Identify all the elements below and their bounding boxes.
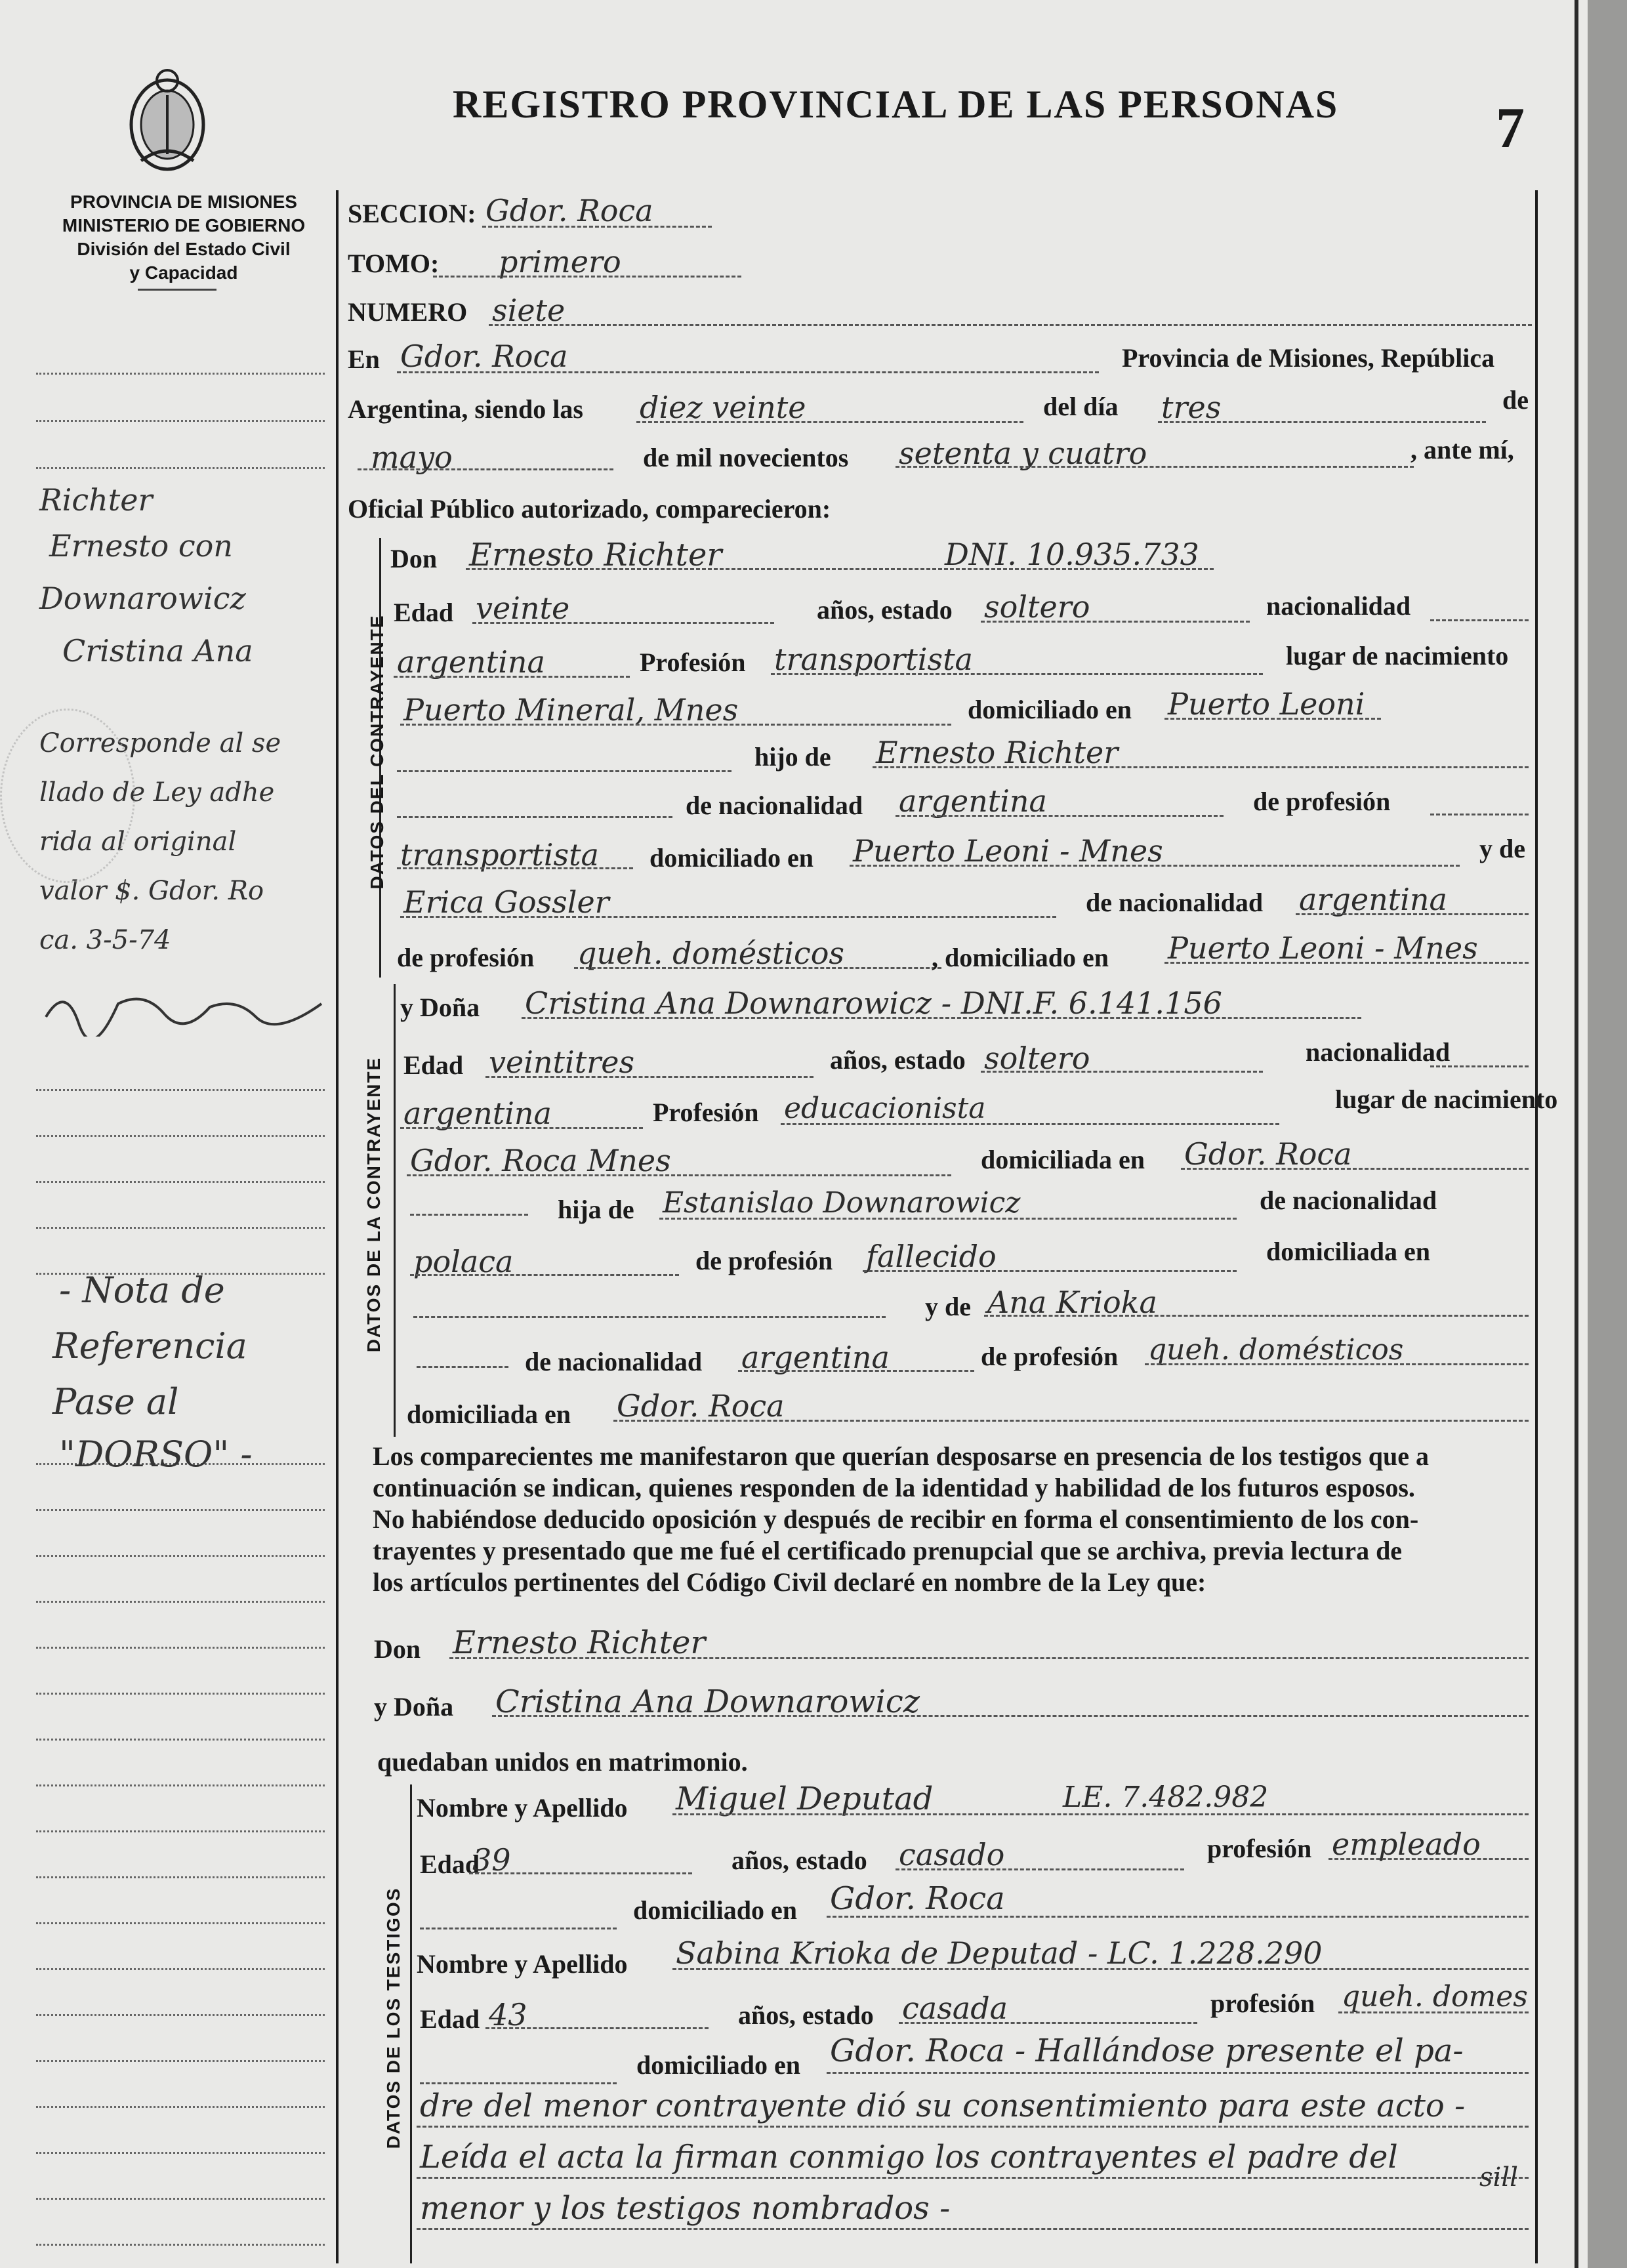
margin-signature <box>39 978 328 1037</box>
province-line-3: División del Estado Civil <box>77 239 291 259</box>
numero-rule <box>489 324 1532 326</box>
decl-dona-label: y Doña <box>374 1692 454 1722</box>
contrayente-side-label: DATOS DEL CONTRAYENTE <box>367 614 387 890</box>
margin-line <box>36 1693 325 1695</box>
madre2-rule <box>984 1315 1529 1317</box>
madre2-nac-rule <box>738 1370 974 1372</box>
contrayente-domicilio: Puerto Leoni <box>1168 686 1365 722</box>
contrayenta-profesion: educacionista <box>784 1092 986 1125</box>
t1-estado-label: años, estado <box>731 1845 867 1875</box>
madre2-dom-label: domiciliada en <box>407 1399 571 1429</box>
y-de-label: y de <box>1479 834 1525 863</box>
margin-line <box>36 2152 325 2154</box>
profesion-rule <box>771 673 1263 675</box>
note-rule-1 <box>417 2126 1529 2128</box>
contrayenta-side-label: DATOS DE LA CONTRAYENTE <box>363 1056 384 1353</box>
t2-estado: casada <box>902 1990 1008 2026</box>
seccion-value: Gdor. Roca <box>485 193 653 228</box>
t2-dom-pre-rule <box>420 2082 617 2084</box>
nacionalidad2-rule <box>1430 1065 1529 1067</box>
stamp-impression <box>0 709 135 883</box>
lugar-rule <box>400 724 951 726</box>
provincia-text: Provincia de Misiones, República <box>1122 343 1495 373</box>
decl-don-rule <box>449 1657 1529 1659</box>
main-column-divider <box>336 190 339 2263</box>
numero-value: siete <box>492 293 566 328</box>
note-rule-3 <box>417 2228 1529 2230</box>
header-underline <box>138 289 216 291</box>
profesion2-label: Profesión <box>653 1098 759 1127</box>
contrayenta-block-rule <box>394 984 396 1437</box>
numero-label: NUMERO <box>348 297 468 327</box>
declaration-line-4: trayentes y presentado que me fué el certificado prenupcial que se archiva, previa lectura de <box>373 1536 1403 1565</box>
padre-nac-rule <box>896 815 1224 817</box>
t1-label: Nombre y Apellido <box>417 1793 628 1823</box>
margin-line <box>36 1135 325 1137</box>
padre-dom-label: domiciliado en <box>649 843 814 873</box>
padre2-prof-rule <box>863 1270 1237 1272</box>
margin-line <box>36 1181 325 1183</box>
decl-dona-name: Cristina Ana Downarowicz <box>495 1683 920 1720</box>
t1-doc: LE. 7.482.982 <box>1063 1781 1269 1814</box>
padre-prof-rule <box>1430 814 1529 815</box>
estado2-rule <box>981 1071 1263 1073</box>
t2-dom-rule <box>827 2072 1529 2074</box>
profesion-label: Profesión <box>640 648 746 677</box>
contrayenta-lugar: Gdor. Roca Mnes <box>410 1143 671 1178</box>
hija-label: hija de <box>558 1195 634 1224</box>
declaration-line-2: continuación se indican, quienes responden de la identidad y habilidad de los futuros esposos. <box>373 1473 1415 1502</box>
edad-label: Edad <box>394 598 454 627</box>
margin-line <box>36 2198 325 2200</box>
contrayente-profesion: transportista <box>774 642 973 677</box>
madre2-nac-pre-rule <box>417 1366 508 1368</box>
margin-stamp-note-4: valor $. Gdor. Ro <box>39 876 264 906</box>
t1-dom-label: domiciliado en <box>633 1895 798 1925</box>
margin-name-2: Ernesto con <box>49 528 233 564</box>
t2-name: Sabina Krioka de Deputad - LC. 1.228.290 <box>676 1935 1323 1971</box>
edad2-label: Edad <box>403 1050 464 1080</box>
t1-estado: casado <box>899 1837 1005 1872</box>
madre-rule <box>400 916 1056 918</box>
margin-stamp-note-5: ca. 3-5-74 <box>39 925 171 955</box>
anio-value: setenta y cuatro <box>899 436 1147 471</box>
contrayenta-edad: veintitres <box>489 1044 635 1080</box>
dia-rule <box>1158 421 1486 423</box>
contrayenta-madre-nac: argentina <box>741 1340 890 1375</box>
madre-prof-rule <box>574 967 941 969</box>
hora-value: diez veinte <box>640 390 806 425</box>
margin-name-3: Downarowicz <box>39 581 246 616</box>
margin-line <box>36 1876 325 1878</box>
oficial-text: Oficial Público autorizado, comparecieron: <box>348 494 831 524</box>
contrayente-madre: Erica Gossler <box>403 884 609 920</box>
anio-rule <box>896 466 1414 468</box>
note-line-1: dre del menor contrayente dió su consentimiento para este acto - <box>420 2088 1466 2124</box>
t1-edad-label: Edad <box>420 1849 480 1879</box>
edad-rule <box>472 622 774 624</box>
contrayente-padre-dom: Puerto Leoni - Mnes <box>853 833 1163 869</box>
madre-nac-rule <box>1296 913 1529 915</box>
lugar2-label: lugar de nacimiento <box>1335 1084 1558 1114</box>
nacionalidad2-label: nacionalidad <box>1306 1037 1451 1067</box>
domicilio2-rule <box>1181 1168 1529 1170</box>
contrayenta-nacionalidad: argentina <box>403 1096 552 1131</box>
contrayenta-madre-dom: Gdor. Roca <box>617 1388 785 1424</box>
madre-nac-label: de nacionalidad <box>1086 888 1264 917</box>
margin-name-1: Richter <box>39 482 153 518</box>
t1-estado-rule <box>896 1868 1184 1870</box>
lugar-label: lugar de nacimiento <box>1286 641 1509 670</box>
page-bottom-shadow <box>1588 0 1627 2268</box>
t1-name: Miguel Deputad <box>676 1781 934 1817</box>
province-line-2: MINISTERIO DE GOBIERNO <box>62 215 306 236</box>
contrayente-madre-dom: Puerto Leoni - Mnes <box>1168 930 1478 966</box>
profesion2-rule <box>781 1123 1279 1125</box>
right-column-rule <box>1535 190 1538 2263</box>
de-label: de <box>1502 385 1529 415</box>
en-label: En <box>348 344 380 374</box>
t1-edad-rule-2 <box>469 1872 692 1874</box>
contrayenta-padre-nac: polaca <box>413 1244 514 1279</box>
contrayente-madre-nac: argentina <box>1299 882 1447 917</box>
declaration-line-5: los artículos pertinentes del Código Civil declaré en nombre de la Ley que: <box>373 1567 1206 1597</box>
nac2-rule <box>400 1127 643 1129</box>
margin-line <box>36 2244 325 2246</box>
coat-of-arms-seal <box>121 62 213 174</box>
contrayente-padre: Ernesto Richter <box>876 735 1119 770</box>
t2-edad-rule <box>485 2027 709 2029</box>
contrayente-estado: soltero <box>984 589 1090 625</box>
margin-line <box>36 1555 325 1557</box>
nacionalidad-rule <box>1430 619 1529 621</box>
don-label: Don <box>390 544 438 573</box>
declaration-line-1: Los comparecientes me manifestaron que querían desposarse en presencia de los testigos que a <box>373 1441 1429 1471</box>
padre-nac-pre-rule <box>397 816 672 818</box>
t2-edad-label: Edad <box>420 2004 480 2034</box>
anios-estado-label: años, estado <box>817 595 953 625</box>
contrayenta-padre: Estanislao Downarowicz <box>663 1186 1021 1220</box>
margin-nota-1: - Nota de <box>59 1269 225 1311</box>
declaration-text <box>373 1441 1554 1598</box>
province-line-4: y Capacidad <box>129 262 238 283</box>
dia-value: tres <box>1161 390 1222 425</box>
margin-line <box>36 1922 325 1924</box>
margin-line <box>36 1739 325 1741</box>
t1-dom-pre-rule <box>420 1928 617 1929</box>
t2-edad: 43 <box>489 1997 527 2032</box>
contrayente-nacionalidad: argentina <box>397 644 545 680</box>
dona-rule <box>522 1017 1361 1019</box>
margin-line <box>36 1509 325 1511</box>
page-right-border <box>1575 0 1578 2268</box>
margin-nota-4: "DORSO" - <box>59 1433 253 1475</box>
t1-prof-rule <box>1328 1858 1529 1860</box>
margin-nota-2: Referencia <box>52 1325 247 1367</box>
decl-closing: quedaban unidos en matrimonio. <box>377 1747 748 1777</box>
del-dia-label: del día <box>1043 392 1119 421</box>
y-de2-label: y de <box>925 1292 971 1321</box>
padre-rule <box>873 766 1529 768</box>
dona-label: y Doña <box>400 993 480 1022</box>
contrayenta-madre: Ana Krioka <box>987 1285 1157 1320</box>
padre2-nac-label: de nacionalidad <box>1260 1186 1437 1215</box>
t2-estado-label: años, estado <box>738 2000 874 2030</box>
t2-dom: Gdor. Roca - Hallándose presente el pa- <box>830 2032 1464 2069</box>
province-line-1: PROVINCIA DE MISIONES <box>70 192 297 212</box>
decl-don-name: Ernesto Richter <box>453 1624 706 1661</box>
madre2-nac-label: de nacionalidad <box>525 1347 703 1376</box>
nacionalidad-label: nacionalidad <box>1266 591 1411 621</box>
corner-note: sill <box>1479 2162 1518 2193</box>
contrayenta-madre-prof: queh. domésticos <box>1148 1333 1404 1367</box>
t1-name-rule <box>672 1813 1529 1815</box>
madre-dom-label: , domiciliado en <box>932 943 1109 972</box>
note-line-2: Leída el acta la firman conmigo los contrayentes el padre del <box>420 2139 1398 2175</box>
province-header <box>39 190 328 285</box>
t1-prof-label: profesión <box>1207 1834 1312 1863</box>
t1-edad: 39 <box>472 1842 511 1878</box>
t2-prof-rule <box>1338 2011 1529 2013</box>
madre2-prof-rule <box>1145 1363 1529 1365</box>
contrayenta-domicilio: Gdor. Roca <box>1184 1136 1352 1172</box>
seccion-rule <box>482 226 712 228</box>
note-line-3: menor y los testigos nombrados - <box>420 2190 951 2227</box>
tomo-rule <box>433 276 741 278</box>
margin-line <box>36 467 325 469</box>
mes-value: mayo <box>371 440 453 475</box>
argentina-text: Argentina, siendo las <box>348 394 583 424</box>
tomo-value: primero <box>499 244 621 279</box>
declaration-line-3: No habiéndose deducido oposición y después de recibir en forma el consentimiento de los con- <box>373 1504 1419 1534</box>
margin-line <box>36 2014 325 2016</box>
margin-line <box>36 373 325 375</box>
contrayente-madre-prof: queh. domésticos <box>577 936 845 971</box>
madre-prof-label: de profesión <box>397 943 535 972</box>
note-rule-2 <box>417 2177 1529 2179</box>
page-title: REGISTRO PROVINCIAL DE LAS PERSONAS <box>453 83 1339 126</box>
estado-rule <box>981 621 1250 623</box>
t1-dom: Gdor. Roca <box>830 1880 1005 1917</box>
de-mil-label: de mil novecientos <box>643 443 849 472</box>
margin-line <box>36 1227 325 1229</box>
padre2-rule <box>659 1218 1237 1220</box>
madre2-dom-rule <box>613 1420 1529 1422</box>
don-rule <box>466 568 1214 570</box>
padre2-dom-rule <box>413 1316 886 1318</box>
en-value: Gdor. Roca <box>400 339 568 374</box>
padre2-prof-label: de profesión <box>695 1246 833 1275</box>
t2-estado-rule <box>899 2022 1197 2024</box>
t2-prof-label: profesión <box>1210 1989 1315 2018</box>
margin-nota-3: Pase al <box>52 1381 179 1422</box>
padre-nac-label: de nacionalidad <box>686 791 863 820</box>
domiciliada-label: domiciliada en <box>981 1145 1145 1174</box>
contrayente-lugar: Puerto Mineral, Mnes <box>403 692 739 728</box>
margin-line <box>36 2106 325 2108</box>
mes-rule <box>358 468 613 470</box>
margin-line <box>36 2060 325 2062</box>
contrayente-name: Ernesto Richter <box>469 537 722 573</box>
margin-stamp-note-2: llado de Ley adhe <box>39 777 275 808</box>
t2-prof: queh. domes <box>1342 1980 1528 2013</box>
t2-dom-label: domiciliado en <box>636 2050 801 2080</box>
margin-line <box>36 1089 325 1091</box>
decl-don-label: Don <box>374 1634 421 1664</box>
margin-name-4: Cristina Ana <box>62 633 253 669</box>
seccion-label: SECCION: <box>348 199 476 228</box>
t1-prof: empleado <box>1332 1826 1481 1862</box>
contrayente-padre-prof: transportista <box>400 837 599 873</box>
page-number: 7 <box>1496 96 1525 160</box>
hija-pre-rule <box>410 1214 528 1216</box>
hijo-label: hijo de <box>754 742 831 772</box>
decl-dona-rule <box>492 1715 1529 1717</box>
contrayenta-name: Cristina Ana Downarowicz - DNI.F. 6.141.156 <box>525 985 1222 1021</box>
tomo-label: TOMO: <box>348 249 440 278</box>
domiciliado-label: domiciliado en <box>968 695 1132 724</box>
padre-dom-rule <box>850 865 1460 867</box>
margin-line <box>36 420 325 422</box>
en-rule <box>397 371 1099 373</box>
margin-line <box>36 1784 325 1786</box>
margin-line <box>36 1830 325 1832</box>
margin-line <box>36 1968 325 1970</box>
madre-dom-rule <box>1164 962 1529 964</box>
contrayenta-padre-prof: fallecido <box>866 1239 997 1274</box>
hora-rule <box>636 421 1023 423</box>
t2-label: Nombre y Apellido <box>417 1949 628 1979</box>
padre-prof-label: de profesión <box>1253 787 1391 816</box>
nac-rule <box>394 676 630 678</box>
contrayente-padre-nac: argentina <box>899 783 1047 819</box>
ante-mi-text: , ante mí, <box>1411 435 1514 464</box>
anios-estado2-label: años, estado <box>830 1045 966 1075</box>
t1-dom-rule <box>827 1916 1529 1918</box>
hijo-pre-rule <box>397 770 731 772</box>
t2-name-rule <box>672 1968 1529 1970</box>
madre2-prof-label: de profesión <box>981 1342 1119 1371</box>
padre-prof-value-rule <box>397 867 633 869</box>
margin-stamp-note-3: rida al original <box>39 827 237 857</box>
edad2-rule <box>485 1076 814 1078</box>
domicilio-rule <box>1164 718 1381 720</box>
margin-line <box>36 1601 325 1603</box>
margin-stamp-note-1: Corresponde al se <box>39 728 281 758</box>
contrayenta-estado: soltero <box>984 1041 1090 1076</box>
padre2-dom-label: domiciliada en <box>1266 1237 1431 1266</box>
contrayente-edad: veinte <box>476 590 570 626</box>
padre2-nac-rule <box>410 1274 679 1276</box>
margin-line <box>36 1647 325 1649</box>
lugar2-rule <box>407 1174 951 1176</box>
testigos-block-rule <box>410 1784 412 2263</box>
testigos-side-label: DATOS DE LOS TESTIGOS <box>383 1887 403 2149</box>
contrayente-dni: DNI. 10.935.733 <box>945 537 1199 572</box>
